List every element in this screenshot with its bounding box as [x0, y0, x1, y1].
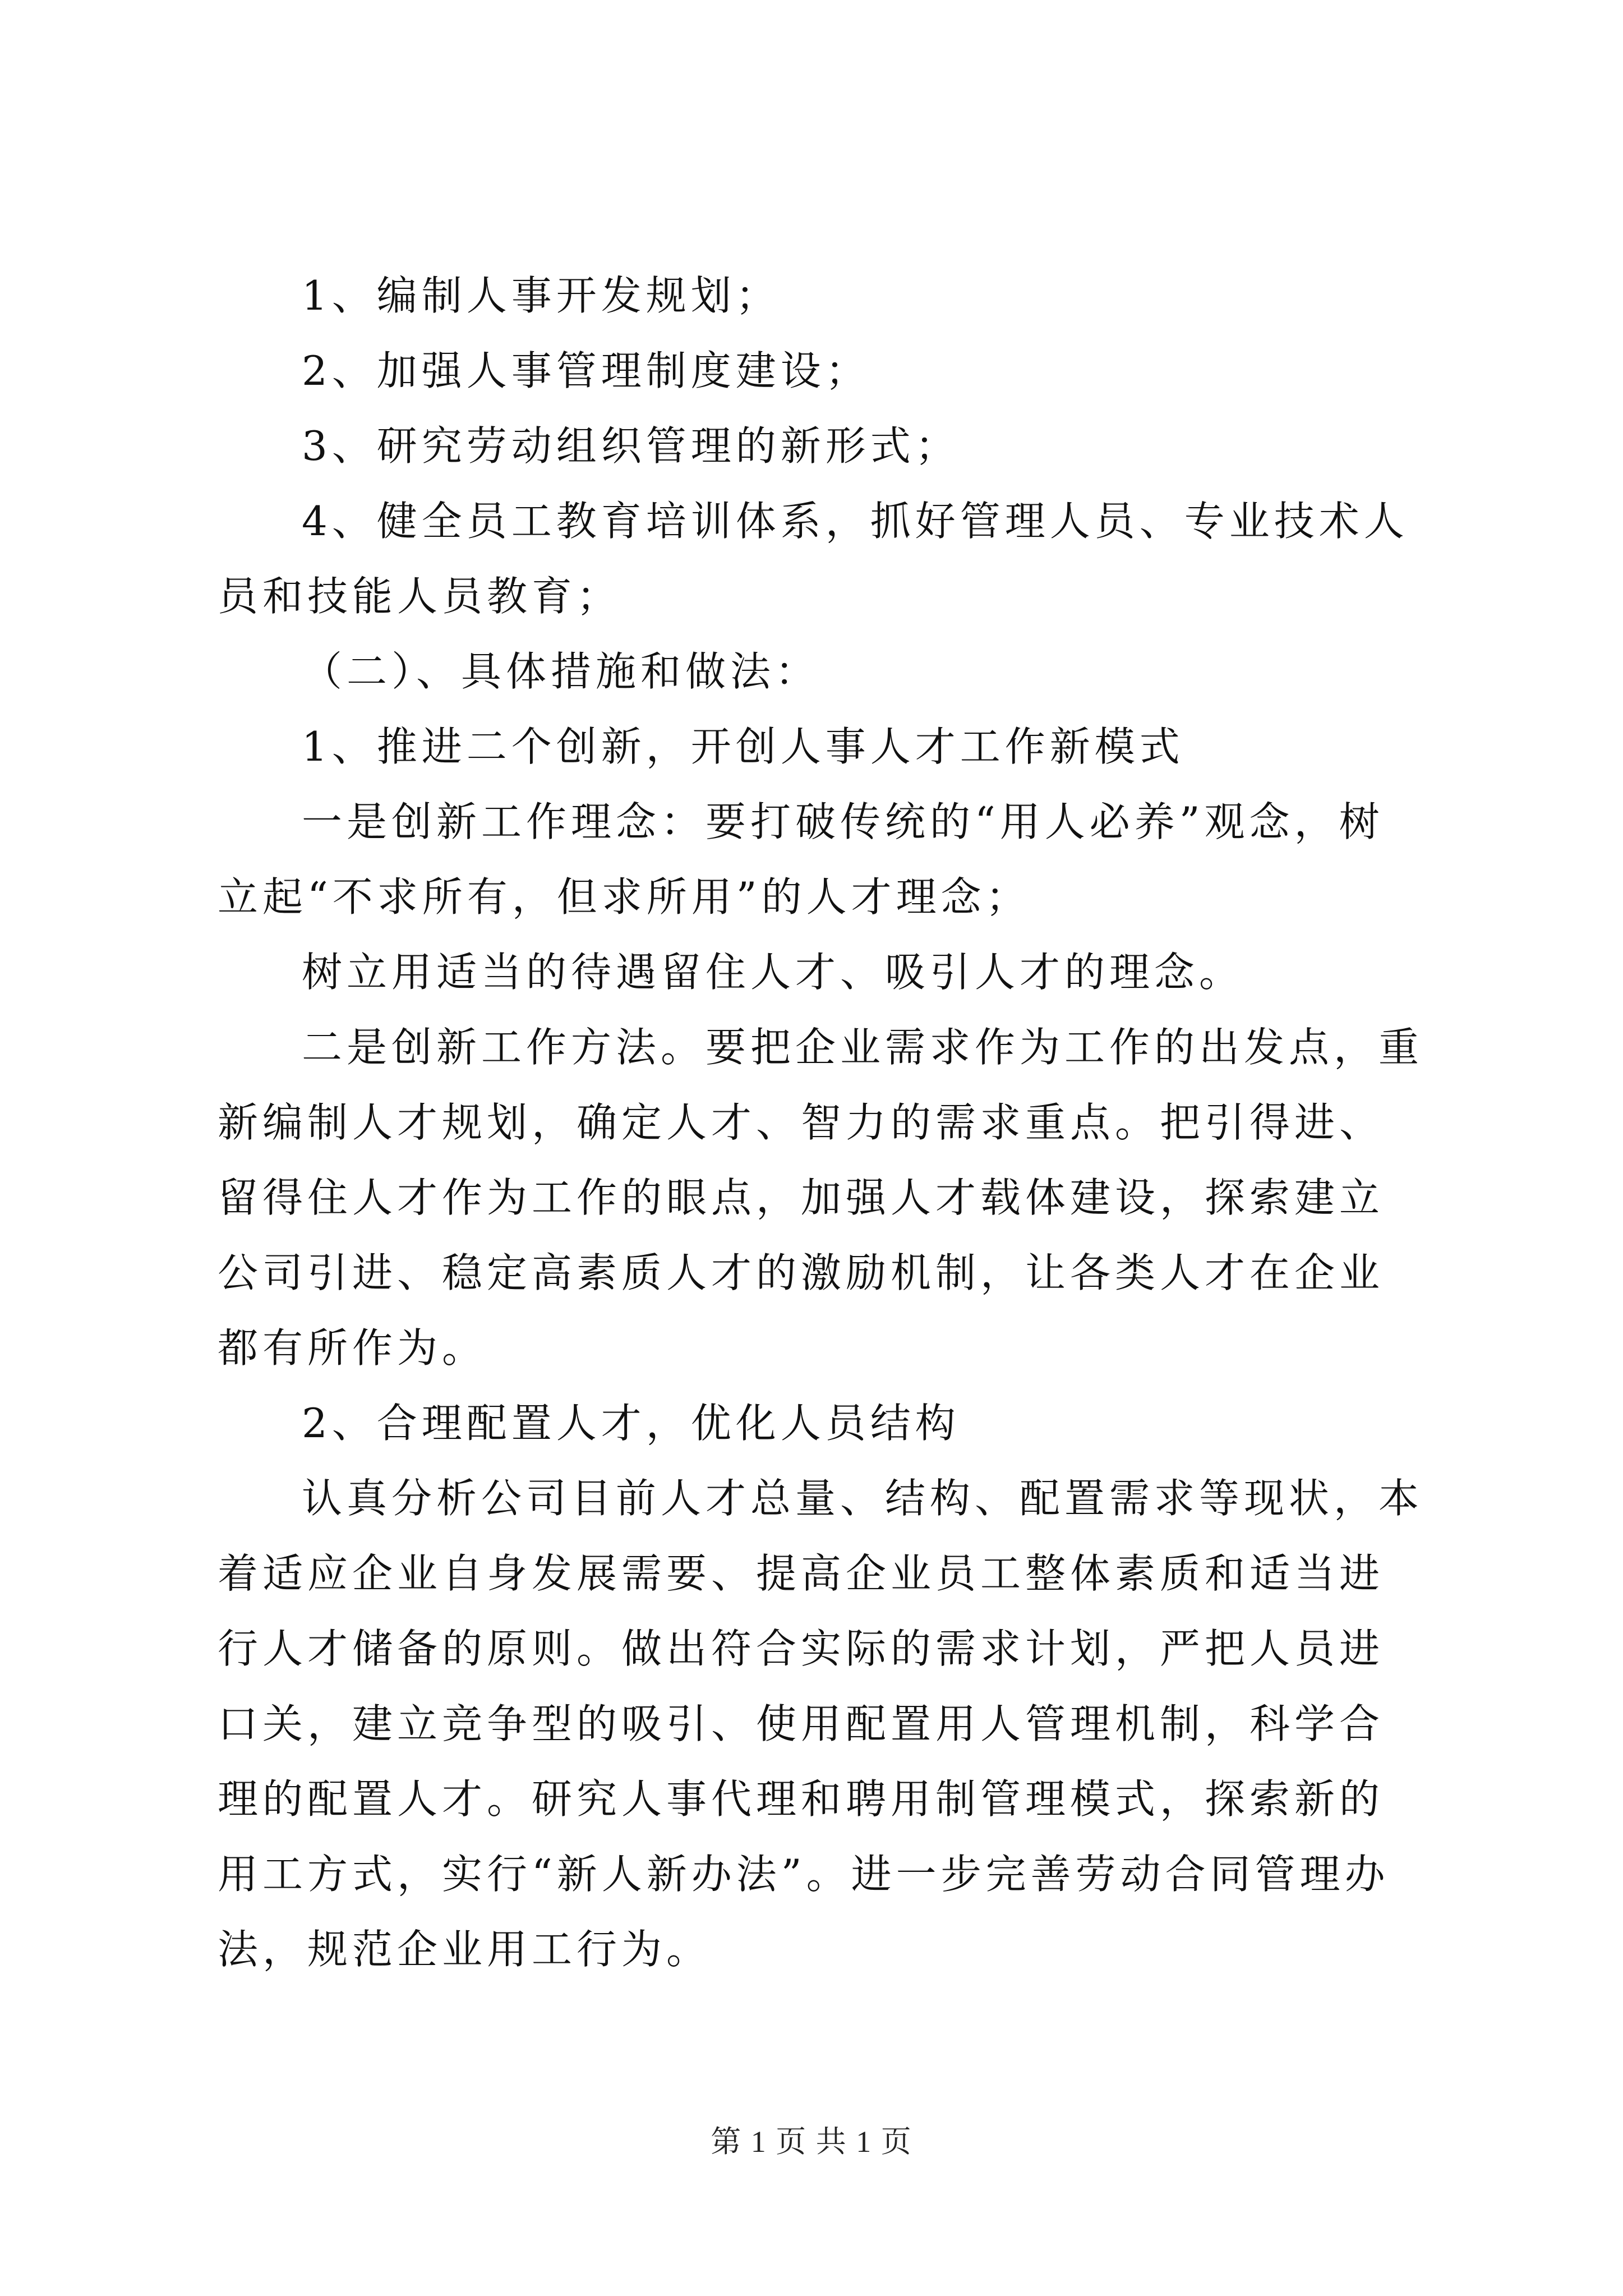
paragraph-work-method: 二是创新工作方法。要把企业需求作为工作的出发点，重新编制人才规划，确定人才、智力的需求重点。把引得进、留得住人才作为工作的眼点，加强人才载体建设，探索建立公司引进、稳定高素质人才的激励机制，让各类人才在企业都有所作为。 — [218, 1024, 1424, 1372]
page-footer: 第 1 页 共 1 页 — [711, 2125, 912, 2159]
paragraph-allocation-detail: 认真分析公司目前人才总量、结构、配置需求等现状，本着适应企业自身发展需要、提高企业员工整体素质和适当进行人才储备的原则。做出符合实际的需求计划，严把人员进口关，建立竞争型的吸引、使用配置用人管理机制，科学合理的配置人才。研究人事代理和聘用制管理模式，探索新的用工方式，实行“新人新办法”。进一步完善劳动合同管理办法，规范企业用工行为。 — [218, 1475, 1424, 1973]
paragraph-item-3: 3、研究劳动组织管理的新形式； — [302, 422, 960, 470]
paragraph-retain-talent: 树立用适当的待遇留住人才、吸引人才的理念。 — [302, 949, 1244, 996]
section-heading-measures: （二）、具体措施和做法： — [302, 648, 820, 695]
subheading-allocation: 2、合理配置人才，优化人员结构 — [302, 1400, 960, 1447]
paragraph-item-2: 2、加强人事管理制度建设； — [302, 347, 870, 394]
paragraph-item-4: 4、健全员工教育培训体系，抓好管理人员、专业技术人员和技能人员教育； — [218, 498, 1409, 620]
subheading-innovation: 1、推进二个创新，开创人事人才工作新模式 — [302, 723, 1184, 770]
document-body — [218, 258, 1423, 1987]
paragraph-item-1: 1、编制人事开发规划； — [302, 272, 781, 319]
paragraph-work-concept: 一是创新工作理念：要打破传统的“用人必养”观念，树立起“不求所有，但求所用”的人才理念； — [218, 798, 1384, 921]
